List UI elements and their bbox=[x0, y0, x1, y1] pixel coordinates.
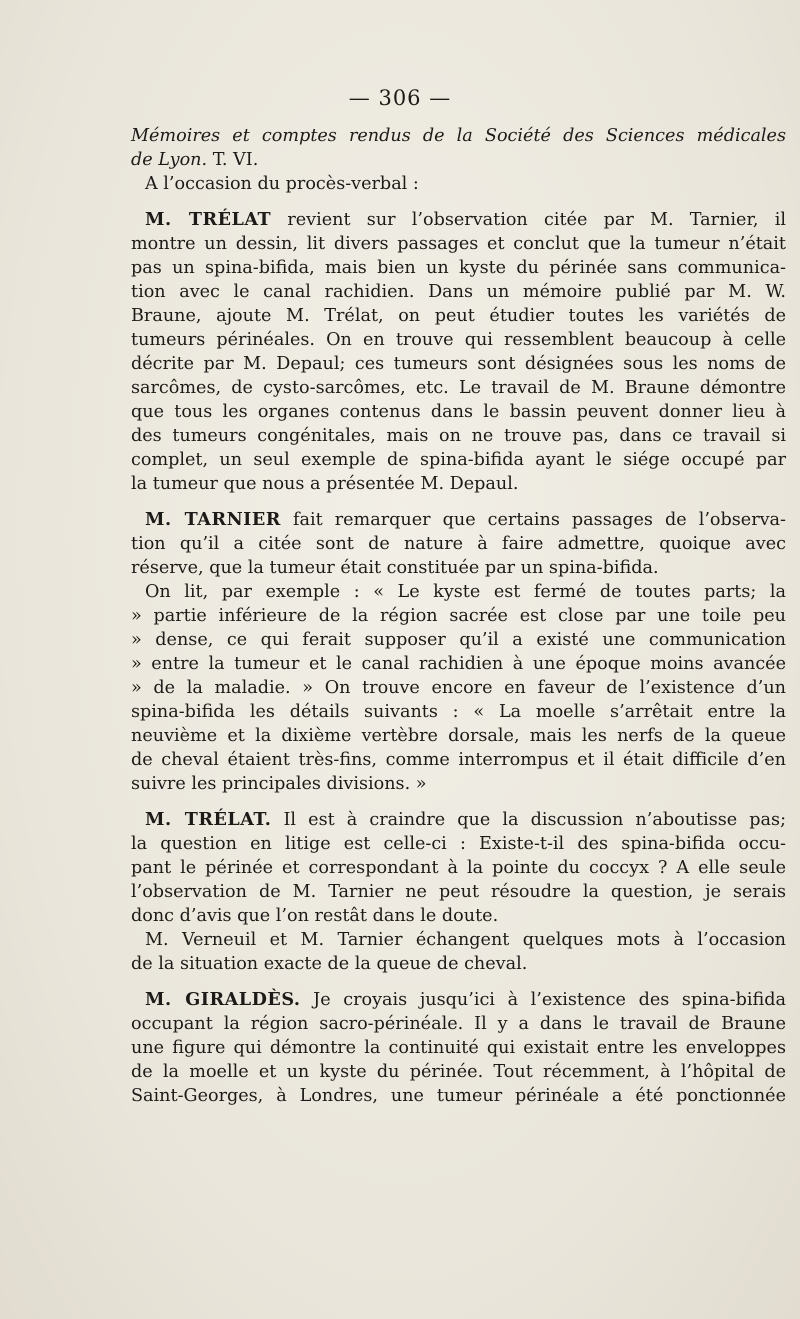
paragraph-line: Braune, ajoute M. Trélat, on peut étudier toutes les variétés de bbox=[131, 306, 786, 326]
speaker-name: M. GIRALDÈS. bbox=[145, 989, 301, 1010]
speaker-name: M. TARNIER bbox=[145, 509, 281, 530]
paragraph-line: » partie inférieure de la région sacrée est close par une toile peu bbox=[131, 606, 786, 626]
paragraph-line: que tous les organes contenus dans le bassin peuvent donner lieu à bbox=[131, 402, 786, 422]
page-number: — 306 — bbox=[348, 86, 452, 110]
paragraph-line: » de la maladie. » On trouve encore en faveur de l’existence d’un bbox=[131, 678, 786, 698]
paragraph-line: sarcômes, de cysto-sarcômes, etc. Le travail de M. Braune démontre bbox=[131, 378, 786, 398]
paragraph-line: Saint-Georges, à Londres, une tumeur périnéale a été ponctionnée bbox=[131, 1086, 786, 1106]
paragraph-line: suivre les principales divisions. » bbox=[131, 774, 427, 794]
paragraph-line: occupant la région sacro-périnéale. Il y a dans le travail de Braune bbox=[131, 1014, 786, 1034]
paragraph-line: de cheval étaient très-fins, comme interrompus et il était difficile d’en bbox=[131, 750, 786, 770]
paragraph-line: de la situation exacte de la queue de cheval. bbox=[131, 954, 528, 974]
body-text bbox=[131, 124, 786, 1108]
paragraph-tarnier-line: M. TARNIER fait remarquer que certains passages de l’observa- bbox=[145, 509, 786, 530]
paragraph-line: pant le périnée et correspondant à la pointe du coccyx ? A elle seule bbox=[131, 858, 786, 878]
paragraph-line: décrite par M. Depaul; ces tumeurs sont désignées sous les noms de bbox=[131, 354, 786, 374]
paragraph-line: » entre la tumeur et le canal rachidien à une époque moins avancée bbox=[131, 654, 786, 674]
paragraph-line: pas un spina-bifida, mais bien un kyste du périnée sans communica- bbox=[131, 258, 786, 278]
paragraph-line: montre un dessin, lit divers passages et conclut que la tumeur n’était bbox=[131, 234, 786, 254]
paragraph-line: l’observation de M. Tarnier ne peut résoudre la question, je serais bbox=[131, 882, 786, 902]
paragraph-line: On lit, par exemple : « Le kyste est fermé de toutes parts; la bbox=[145, 582, 786, 602]
paragraph-line: réserve, que la tumeur était constituée par un spina-bifida. bbox=[131, 558, 659, 578]
paragraph-line: la question en litige est celle-ci : Existe-t-il des spina-bifida occu- bbox=[131, 834, 786, 854]
paragraph-line: tion qu’il a citée sont de nature à faire admettre, quoique avec bbox=[131, 534, 786, 554]
paragraph-line: une figure qui démontre la continuité qui existait entre les enveloppes bbox=[131, 1038, 786, 1058]
paragraph-line: spina-bifida les détails suivants : « La moelle s’arrêtait entre la bbox=[131, 702, 786, 722]
speaker-name: M. TRÉLAT bbox=[145, 209, 272, 230]
paragraph-giraldes-line: M. GIRALDÈS. Je croyais jusqu’ici à l’existence des spina-bifida bbox=[145, 989, 786, 1010]
speaker-name: M. TRÉLAT. bbox=[145, 809, 272, 830]
paragraph-line: de la moelle et un kyste du périnée. Tout récemment, à l’hôpital de bbox=[131, 1062, 786, 1082]
paragraph-line: complet, un seul exemple de spina-bifida ayant le siége occupé par bbox=[131, 450, 786, 470]
paragraph-trelat-1-line: M. TRÉLAT revient sur l’observation citée par M. Tarnier, il bbox=[145, 209, 786, 230]
paragraph-trelat-2-line: M. TRÉLAT. Il est à craindre que la discussion n’aboutisse pas; bbox=[145, 809, 786, 830]
paragraph-line: M. Verneuil et M. Tarnier échangent quelques mots à l’occasion bbox=[145, 930, 786, 950]
paragraph-line: donc d’avis que l’on restât dans le doute. bbox=[131, 906, 499, 926]
reference-line-2: de Lyon. T. VI. bbox=[131, 150, 259, 170]
paragraph-line: des tumeurs congénitales, mais on ne trouve pas, dans ce travail si bbox=[131, 426, 786, 446]
paragraph-line: la tumeur que nous a présentée M. Depaul. bbox=[131, 474, 519, 494]
paragraph-line: » dense, ce qui ferait supposer qu’il a existé une communication bbox=[131, 630, 786, 650]
reference-line-1: Mémoires et comptes rendus de la Société des Sciences médicales bbox=[131, 126, 786, 146]
paragraph-line: tion avec le canal rachidien. Dans un mémoire publié par M. W. bbox=[131, 282, 786, 302]
paragraph-line: neuvième et la dixième vertèbre dorsale, mais les nerfs de la queue bbox=[131, 726, 786, 746]
proces-verbal-line: A l’occasion du procès-verbal : bbox=[145, 174, 419, 194]
paragraph-line: tumeurs périnéales. On en trouve qui ressemblent beaucoup à celle bbox=[131, 330, 786, 350]
